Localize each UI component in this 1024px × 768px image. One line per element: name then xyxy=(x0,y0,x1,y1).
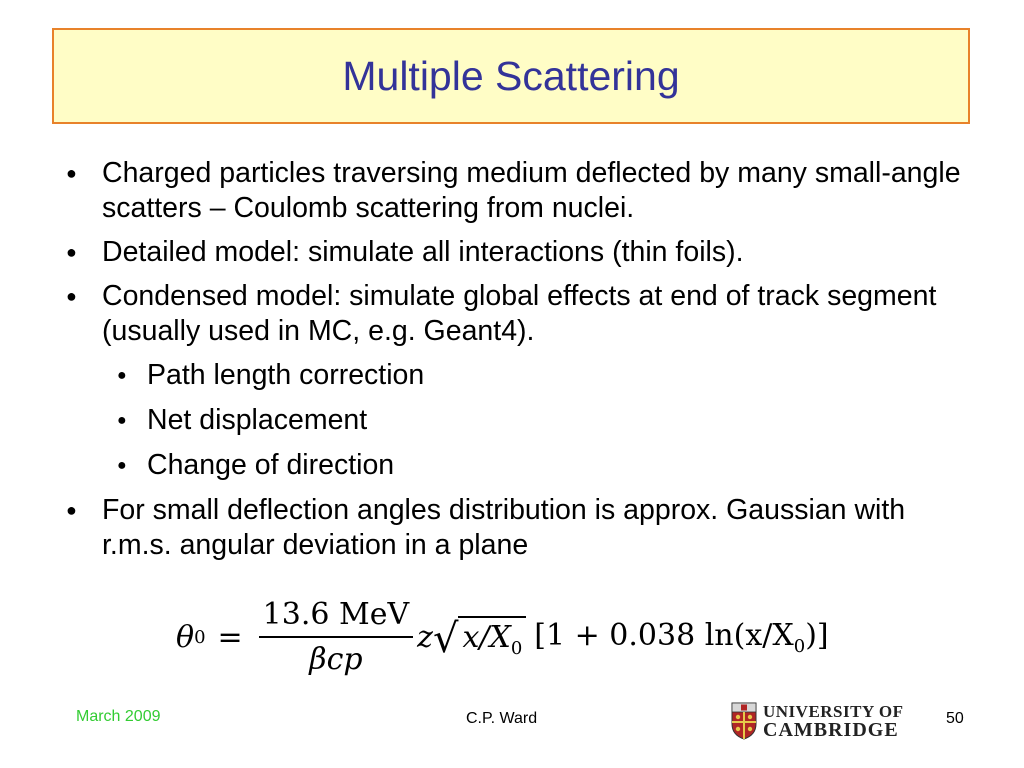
bullet-dot-icon: ● xyxy=(66,286,77,306)
bullet-text: For small deflection angles distribution is approx. Gaussian with r.m.s. angular deviation in a plane xyxy=(102,494,906,561)
sub-bullet-dot-icon: ● xyxy=(117,457,127,474)
formula-numerator: 13.6 MeV xyxy=(259,597,413,638)
formula-bracket-open: [1 + 0.038 ln(x/X xyxy=(534,617,794,653)
sub-bullet-dot-icon: ● xyxy=(117,367,127,384)
footer-author: C.P. Ward xyxy=(466,710,538,727)
bullet-item xyxy=(66,493,976,563)
formula-radicand xyxy=(458,616,526,659)
formula-theta-sub: 0 xyxy=(194,626,206,648)
sub-bullet-text: Path length correction xyxy=(147,359,425,391)
sub-bullet-text: Net displacement xyxy=(147,404,368,436)
sub-bullet-text: Change of direction xyxy=(147,449,395,481)
scattering-formula xyxy=(176,594,829,680)
logo-line-2: CAMBRIDGE xyxy=(763,719,899,741)
logo-line-1: UNIVERSITY OF xyxy=(763,702,904,721)
formula-radicand-text: x/X xyxy=(462,619,511,655)
sub-bullet-item xyxy=(66,448,976,483)
cambridge-shield-icon xyxy=(731,702,757,740)
formula-denominator: βcp xyxy=(309,642,363,677)
formula-bracket xyxy=(534,618,828,657)
slide-content xyxy=(66,156,976,572)
formula-radicand-sub: 0 xyxy=(510,637,523,659)
sub-bullet-item xyxy=(66,358,976,393)
title-box xyxy=(52,28,970,124)
sub-bullet-item xyxy=(66,403,976,438)
slide-title: Multiple Scattering xyxy=(342,52,680,99)
bullet-text: Charged particles traversing medium deflected by many small-angle scatters – Coulomb scattering from nuclei. xyxy=(102,157,961,224)
bullet-dot-icon: ● xyxy=(66,242,77,262)
page-number: 50 xyxy=(946,710,964,727)
footer-date: March 2009 xyxy=(76,708,161,725)
formula-theta: θ xyxy=(176,619,195,655)
sub-bullet-dot-icon: ● xyxy=(117,412,127,429)
bullet-text: Detailed model: simulate all interactions (thin foils). xyxy=(102,236,744,268)
university-logo xyxy=(731,702,903,740)
formula-z: z xyxy=(417,619,433,655)
formula-equals: = xyxy=(217,619,243,655)
formula-sqrt xyxy=(432,615,526,662)
formula-fraction xyxy=(259,597,413,677)
bullet-text: Condensed model: simulate global effects at end of track segment (usually used in MC, e.g. Geant4). xyxy=(102,280,937,347)
formula-bracket-close: )] xyxy=(805,617,829,653)
logo-wordmark xyxy=(763,703,903,739)
bullet-item xyxy=(66,279,976,349)
bullet-dot-icon: ● xyxy=(66,500,77,520)
radical-sign-icon: √ xyxy=(432,615,459,662)
bullet-item xyxy=(66,156,976,226)
bullet-dot-icon: ● xyxy=(66,163,77,183)
bullet-item xyxy=(66,235,976,270)
formula-bracket-sub: 0 xyxy=(793,635,806,657)
